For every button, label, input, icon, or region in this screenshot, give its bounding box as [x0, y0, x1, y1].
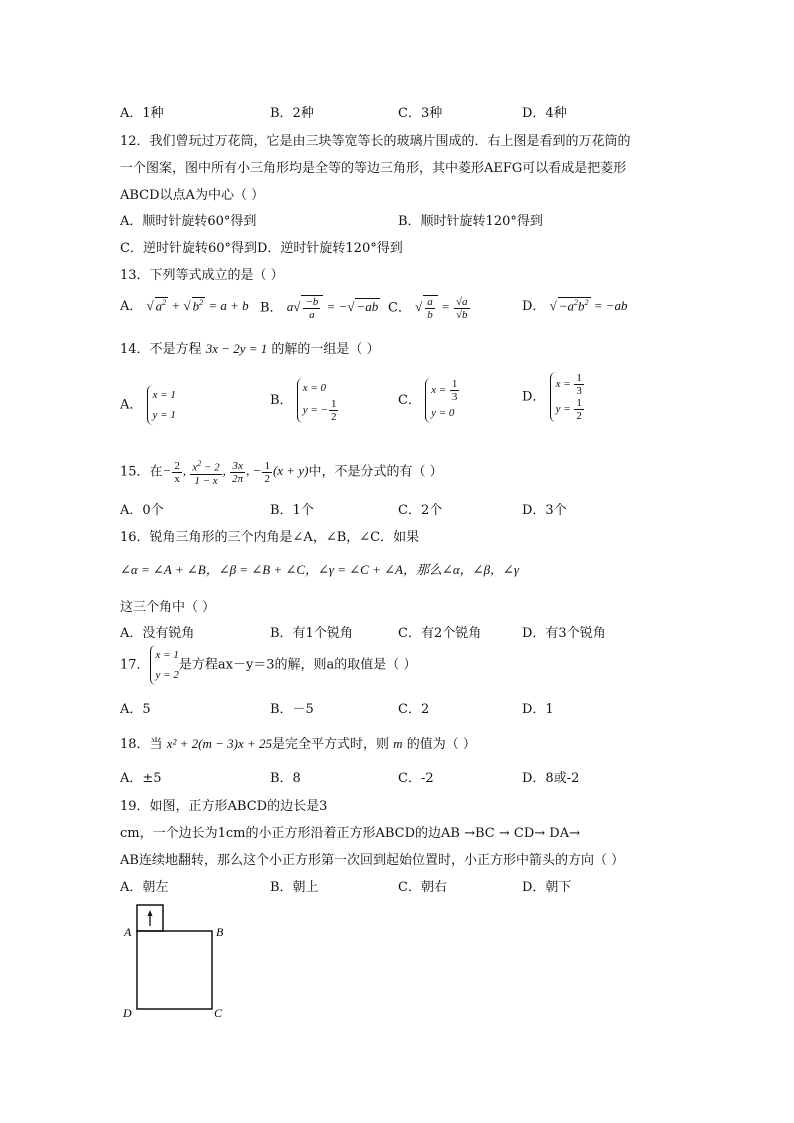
q13-formula-b: a√ $\frac{-b}{a}$ = −√ −ab	[286, 296, 379, 321]
q19-option-c: C．朝右	[398, 880, 447, 895]
q13-stem: 13．下列等式成立的是（ ）	[120, 268, 284, 283]
q11-option-b: B．2种	[270, 106, 314, 121]
q19-stem-line-1: 19．如图，正方形ABCD的边长是3	[120, 799, 328, 814]
q17-option-d: D．1	[522, 702, 554, 717]
q17-stem	[120, 645, 416, 685]
q12-stem-line-2: 一个图案，图中所有小三角形均是全等的等边三角形，其中菱形AEFG可以看成是把菱形	[120, 161, 627, 176]
up-arrow-icon	[148, 910, 153, 926]
q13-option-c	[388, 295, 471, 321]
q17-sys-line-1: x = 1	[155, 649, 179, 661]
q12-stem-line-1: 12．我们曾玩过万花筒，它是由三块等宽等长的玻璃片围成的．右上图是看到的万花筒的	[120, 134, 631, 149]
q15-option-c: C．2个	[398, 503, 443, 518]
q17-sys-line-2: y = 2	[155, 669, 179, 681]
q18-option-b: B．8	[270, 771, 301, 786]
q12-option-a: A．顺时针旋转60°得到	[120, 214, 257, 229]
q14-label-d: D．	[522, 389, 546, 405]
q18-prefix: 18．当	[120, 737, 163, 752]
q19-stem-line-3: AB连续地翻转，那么这个小正方形第一次回到起始位置时，小正方形中箭头的方向（ ）	[120, 853, 625, 868]
q17-text: 是方程ax－y＝3的解，则a的取值是（ ）	[178, 657, 417, 673]
q16-option-a: A．没有锐角	[120, 626, 195, 641]
q18-option-d: D．8或-2	[522, 771, 580, 786]
q11-option-a: A．1种	[120, 106, 164, 121]
q14-label-b: B．	[270, 393, 293, 408]
q13-option-b	[260, 295, 380, 321]
q16-option-b: B．有1个锐角	[270, 626, 353, 641]
q15-option-d: D．3个	[522, 503, 567, 518]
q19-figure	[118, 900, 238, 1024]
q17-system	[150, 645, 179, 685]
q14-system-b: x = 0 y = − $\frac{1}{2}$	[297, 378, 340, 423]
q18-expression: x² + 2(m − 3)x + 25	[166, 736, 272, 751]
q11-option-d: D．4种	[522, 106, 567, 121]
q12-stem-line-3: ABCD以点A为中心（ ）	[120, 188, 265, 203]
q13-formula-c: √ $\frac{a}{b}$ = $\frac{√a}{√b}$	[415, 296, 468, 321]
label-b: B	[216, 925, 224, 939]
label-d: D	[123, 1006, 132, 1020]
q12-option-b: B．顺时针旋转120°得到	[398, 214, 543, 229]
q16-stem-line-1: 16．锐角三角形的三个内角是∠A，∠B，∠C．如果	[120, 530, 420, 545]
q17-label: 17．	[120, 657, 150, 673]
q14-label-a: A．	[120, 397, 143, 413]
q13-label-a: A．	[120, 299, 143, 314]
q11-option-c: C．3种	[398, 106, 443, 121]
q14-option-a	[120, 385, 176, 425]
q19-option-a: A．朝左	[120, 880, 169, 895]
q14-stem-prefix: 14．不是方程	[120, 342, 202, 357]
q14-option-d	[522, 372, 585, 422]
q16-stem-line-2: ∠α = ∠A + ∠B，∠β = ∠B + ∠C，∠γ = ∠C + ∠A，那么∠α，∠β，∠γ	[120, 562, 520, 577]
q14-system-a: x = 1 y = 1	[147, 385, 176, 425]
q13-formula-a: √ $a^2$ + √ $b^2 = a + b$	[146, 297, 249, 313]
big-square	[137, 931, 212, 1009]
q14-stem-suffix: 的解的一组是（ ）	[271, 342, 380, 357]
q16-stem-line-3: 这三个角中（ ）	[120, 600, 216, 615]
q17-option-a: A．5	[120, 702, 151, 717]
q16-option-c: C．有2个锐角	[398, 626, 482, 641]
q14-equation: 3x − 2y = 1	[205, 341, 268, 356]
q17-option-c: C．2	[398, 702, 430, 717]
q14-stem	[120, 338, 380, 357]
q13-label-c: C．	[388, 300, 411, 316]
q19-option-d: D．朝下	[522, 880, 572, 895]
q18-stem	[120, 733, 476, 752]
label-a: A	[124, 925, 132, 939]
q12-option-c-d: C．逆时针旋转60°得到D．逆时针旋转120°得到	[120, 241, 403, 256]
q15-option-a: A．0个	[120, 503, 164, 518]
q13-option-a	[120, 295, 249, 314]
q18-option-c: C．-2	[398, 771, 434, 786]
q15-option-b: B．1个	[270, 503, 314, 518]
q18-option-a: A．±5	[120, 771, 162, 786]
q16-option-d: D．有3个锐角	[522, 626, 606, 641]
q14-label-c: C．	[398, 393, 421, 408]
q15-suffix: 中，不是分式的有（ ）	[308, 464, 443, 480]
label-c: C	[214, 1006, 223, 1020]
q17-option-b: B．－5	[270, 702, 314, 717]
q13-formula-d: √ $-a^2b^2 = -ab$	[549, 297, 628, 313]
q19-option-b: B．朝上	[270, 880, 319, 895]
q15-stem	[120, 458, 443, 487]
q13-option-d	[522, 295, 628, 314]
q18-suffix: 的值为（ ）	[406, 737, 476, 752]
q15-expressions: − $\frac{2}{x}$ , $\frac{x^2 - 2}{1 - x}$ , $\frac{3x}{2\pi}$ , − $\frac{1}{2}$ (x + y)	[162, 459, 309, 487]
q18-variable: m	[393, 736, 403, 751]
q14-option-c	[398, 378, 460, 423]
q13-label-d: D．	[522, 299, 546, 314]
q13-label-b: B．	[260, 300, 283, 316]
q14-option-b	[270, 378, 339, 423]
q18-middle: 是完全平方式时，则	[272, 737, 390, 752]
q15-prefix: 15．在	[120, 464, 163, 480]
q14-system-c: x = $\frac{1}{3}$ y = 0	[425, 378, 460, 423]
q19-stem-line-2: cm，一个边长为1cm的小正方形沿着正方形ABCD的边AB →BC → CD→ DA→	[120, 826, 581, 841]
q14-system-d: x = $\frac{1}{3}$ y = $\frac{1}{2}$	[550, 372, 585, 422]
